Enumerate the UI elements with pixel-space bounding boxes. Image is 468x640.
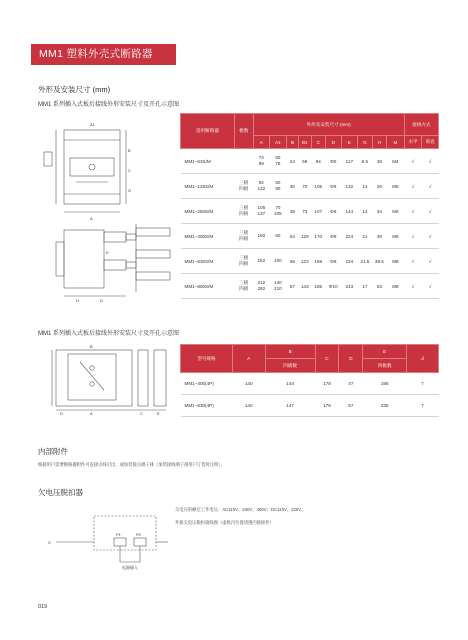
page-number: 019 bbox=[38, 604, 48, 610]
dim-label-g: G bbox=[128, 188, 132, 193]
undervoltage-wiring-diagram bbox=[42, 512, 172, 572]
dim2-label-a: A bbox=[90, 411, 93, 416]
section-title-dimensions: 外形及安装尺寸 (mm) bbox=[38, 85, 111, 94]
cell-e: 224 bbox=[341, 224, 358, 249]
col-vertical: 垂直 bbox=[422, 136, 439, 149]
cell-d: Φ6 bbox=[326, 199, 342, 224]
t2-header-b: B bbox=[265, 345, 315, 359]
col-horizontal: 水平 bbox=[404, 136, 422, 149]
col-a: A bbox=[253, 136, 270, 149]
t2-header-model: 型号规格 bbox=[181, 345, 233, 373]
table-row bbox=[181, 224, 439, 249]
dim2-label-c: C bbox=[140, 411, 143, 416]
cell-a-line: 74 bbox=[258, 154, 264, 160]
cell-b: 30 bbox=[286, 174, 298, 199]
dim-label-a1: A1 bbox=[90, 122, 95, 127]
cell-poles-line: 四极 bbox=[239, 236, 249, 241]
t2-header-a: A bbox=[232, 345, 265, 373]
header-poles: 极数 bbox=[234, 114, 253, 149]
col-e: E bbox=[341, 136, 358, 149]
cell-b: 54 bbox=[286, 224, 298, 249]
t2-header-d: D bbox=[339, 345, 363, 373]
dim-label-b: B bbox=[128, 148, 131, 153]
cell-h: 34 bbox=[372, 199, 387, 224]
cell-a bbox=[253, 274, 270, 299]
cell-model: MM1−630S/M bbox=[181, 249, 235, 274]
cell-h: √ bbox=[404, 274, 422, 299]
label-p2: P2 bbox=[136, 532, 141, 537]
cell-g: 17 bbox=[358, 274, 373, 299]
header-dimensions: 外形及安装尺寸 (mm) bbox=[253, 114, 404, 136]
cell-b: 38 bbox=[286, 199, 298, 224]
header-wiring: 接线方式 bbox=[404, 114, 438, 136]
cell-a-line: 105 bbox=[257, 204, 266, 210]
cell-e: 132 bbox=[341, 174, 358, 199]
cell-d: Φ5 bbox=[326, 149, 342, 174]
cell-poles bbox=[234, 274, 253, 299]
cell-c: 170 bbox=[311, 224, 326, 249]
cell-g: 21.5 bbox=[358, 249, 373, 274]
col-h: H bbox=[372, 136, 387, 149]
cell-poles-line: 四极 bbox=[239, 186, 249, 191]
table-row bbox=[181, 395, 439, 417]
cell-model: MM1−400S/M bbox=[181, 224, 235, 249]
table-row bbox=[181, 149, 439, 174]
cell-poles bbox=[234, 174, 253, 199]
cell-g: 13 bbox=[358, 174, 373, 199]
t2-cell-e: 195 bbox=[363, 373, 407, 395]
cell-a-line: 212 bbox=[257, 279, 266, 285]
cell-poles bbox=[234, 249, 253, 274]
label-x: X bbox=[48, 540, 51, 545]
cell-m: M4 bbox=[387, 149, 405, 174]
cell-a1-line: 70 bbox=[275, 204, 281, 210]
cell-m: M6 bbox=[387, 199, 405, 224]
cell-v: √ bbox=[422, 224, 439, 249]
dimensions-table bbox=[180, 113, 439, 299]
t2-header-e: E bbox=[363, 345, 407, 359]
cell-poles-line: 三极 bbox=[239, 179, 249, 185]
cell-g: 21 bbox=[358, 224, 373, 249]
cell-b1: 123 bbox=[299, 249, 311, 274]
t2-header-c: C bbox=[315, 345, 339, 373]
cell-v: √ bbox=[422, 174, 439, 199]
cell-poles-line: 三极 bbox=[239, 254, 249, 260]
cell-h: √ bbox=[404, 149, 422, 174]
dim-label-c: C bbox=[128, 168, 131, 173]
cell-d: Φ8 bbox=[326, 224, 342, 249]
undervoltage-wiring-note: 外接欠电压脱扣接线图（虚框内位置请遵内接接件） bbox=[175, 520, 274, 525]
t2-cell-c: 178 bbox=[315, 373, 339, 395]
dim-label-e: E bbox=[106, 250, 109, 255]
t2-cell-b: 147 bbox=[265, 395, 315, 417]
cell-a-line: 92 bbox=[258, 179, 264, 185]
cell-m: M8 bbox=[387, 224, 405, 249]
cell-model: MM1−250S/M bbox=[181, 199, 235, 224]
cell-d: Φ6 bbox=[326, 174, 342, 199]
label-power-input: 电源输入 bbox=[122, 565, 138, 570]
col-b: B bbox=[286, 136, 298, 149]
cell-h: 38.5 bbox=[372, 249, 387, 274]
cell-g: 9.5 bbox=[358, 149, 373, 174]
cell-a1-line: 50 bbox=[275, 154, 281, 160]
section-title-undervoltage: 欠电压脱扣器 bbox=[38, 488, 83, 497]
t2-cell-b: 144 bbox=[265, 373, 315, 395]
cell-a-line: 99 bbox=[258, 161, 264, 166]
cell-a1 bbox=[270, 174, 287, 199]
table-row bbox=[181, 249, 439, 274]
cell-e: 243 bbox=[341, 274, 358, 299]
col-c: C bbox=[311, 136, 326, 149]
t2-cell-d: 57 bbox=[339, 395, 363, 417]
cell-a-line: 282 bbox=[257, 286, 266, 291]
t2-sub-b: 四极数 bbox=[265, 359, 315, 373]
t2-cell-model: MM1−630(4P) bbox=[181, 395, 233, 417]
section-title-accessories: 内部附件 bbox=[38, 447, 68, 456]
dim-label-h: H bbox=[76, 298, 79, 303]
cell-b1: 70 bbox=[299, 174, 311, 199]
cell-c: 185 bbox=[311, 274, 326, 299]
cell-a1-line: 60 bbox=[275, 179, 281, 185]
cell-d: Φ8 bbox=[326, 249, 342, 274]
cell-h: 28 bbox=[372, 149, 387, 174]
cell-a1-line: 75 bbox=[275, 161, 281, 166]
cell-b1: 59 bbox=[299, 149, 311, 174]
t2-cell-model: MM1−400(4P) bbox=[181, 373, 233, 395]
cell-poles bbox=[234, 224, 253, 249]
cell-poles bbox=[234, 199, 253, 224]
cell-a1 bbox=[270, 199, 287, 224]
label-p1: P1 bbox=[116, 532, 121, 537]
col-d: D bbox=[326, 136, 342, 149]
caption-rear-wiring-1: MM1 系列插入式板后接线外形安装尺寸及开孔示意图 bbox=[38, 102, 180, 108]
cell-m: M8 bbox=[387, 249, 405, 274]
cell-a bbox=[253, 199, 270, 224]
cell-h: 53 bbox=[372, 274, 387, 299]
cell-e: 117 bbox=[341, 149, 358, 174]
table-row bbox=[181, 199, 439, 224]
cell-poles-line: 四极 bbox=[239, 261, 249, 266]
cell-a1-line: 100 bbox=[274, 257, 282, 263]
cell-b1: 129 bbox=[299, 224, 311, 249]
cell-a1 bbox=[270, 249, 287, 274]
cell-m: M5 bbox=[387, 174, 405, 199]
cell-a1 bbox=[270, 274, 287, 299]
cell-poles-line: 三极 bbox=[239, 204, 249, 210]
cell-m: M8 bbox=[387, 274, 405, 299]
dim2-label-e: E bbox=[157, 411, 160, 416]
cell-c: 169 bbox=[311, 249, 326, 274]
header-model: 适用断路器 bbox=[181, 114, 235, 149]
col-m: M bbox=[387, 136, 405, 149]
cell-c: 105 bbox=[311, 174, 326, 199]
cell-a-line: 122 bbox=[257, 186, 266, 191]
cell-poles-line: 四极 bbox=[239, 211, 249, 216]
cell-a1-line: 60 bbox=[275, 232, 281, 238]
table-row bbox=[181, 274, 439, 299]
t2-cell-a: 140 bbox=[232, 395, 265, 417]
cell-b: 65 bbox=[286, 249, 298, 274]
cell-e: 144 bbox=[341, 199, 358, 224]
col-a1: A1 bbox=[270, 136, 287, 149]
cell-a-line: 182 bbox=[257, 257, 266, 263]
cell-b: 24 bbox=[286, 149, 298, 174]
breaker-4p-outline-diagram bbox=[50, 342, 178, 416]
dim2-label-b: B bbox=[90, 344, 93, 349]
cell-a1-line: 90 bbox=[275, 186, 281, 191]
cell-g: 13 bbox=[358, 199, 373, 224]
cell-v: √ bbox=[422, 199, 439, 224]
cell-poles-line: 三极 bbox=[239, 229, 249, 235]
cell-model: MM1−125S/M bbox=[181, 174, 235, 199]
cell-h: √ bbox=[404, 249, 422, 274]
t2-cell-e: 235 bbox=[363, 395, 407, 417]
cell-a1 bbox=[270, 224, 287, 249]
cell-b1: 143 bbox=[299, 274, 311, 299]
cell-v: √ bbox=[422, 149, 439, 174]
cell-h: 26 bbox=[372, 174, 387, 199]
accessories-description: 根据用户需要断路器附件可直接引线引出，或加装接点端子排（加装接线端子排用户订货时注明）。 bbox=[38, 462, 225, 467]
cell-model: MM1−63S/M bbox=[181, 149, 235, 174]
cell-a-line: 150 bbox=[257, 232, 266, 238]
cell-h: √ bbox=[404, 174, 422, 199]
cell-h: 39 bbox=[372, 224, 387, 249]
t2-cell-d: 7 bbox=[407, 373, 439, 395]
cell-poles bbox=[234, 149, 253, 174]
cell-a1 bbox=[270, 149, 287, 174]
cell-a1-line: 140 bbox=[274, 279, 282, 285]
cell-h: √ bbox=[404, 224, 422, 249]
cell-a1-line: 105 bbox=[274, 211, 282, 216]
cell-c: 94 bbox=[311, 149, 326, 174]
cell-a-line: 137 bbox=[257, 211, 266, 216]
cell-model: MM1−800S/M bbox=[181, 274, 235, 299]
t2-header-d-small: d bbox=[407, 345, 439, 373]
dim2-label-d: D bbox=[60, 411, 63, 416]
cell-v: √ bbox=[422, 249, 439, 274]
cell-h: √ bbox=[404, 199, 422, 224]
cell-a1-line: 210 bbox=[274, 286, 282, 291]
cell-a bbox=[253, 249, 270, 274]
cell-e: 234 bbox=[341, 249, 358, 274]
table-row bbox=[181, 174, 439, 199]
t2-cell-a: 140 bbox=[232, 373, 265, 395]
cell-a bbox=[253, 174, 270, 199]
cell-b: 57 bbox=[286, 274, 298, 299]
t2-cell-d: 7 bbox=[407, 395, 439, 417]
col-b1: B1 bbox=[299, 136, 311, 149]
dimensions-4p-table bbox=[180, 344, 439, 417]
cell-a bbox=[253, 149, 270, 174]
cell-poles-line: 四极 bbox=[239, 286, 249, 291]
cell-c: 107 bbox=[311, 199, 326, 224]
undervoltage-rated-voltage: 欠电压的额定工作电压：AC110V、230V、400V；DC110V、220V； bbox=[175, 507, 306, 512]
t2-sub-e: 四极数 bbox=[363, 359, 407, 373]
dim-label-a: A bbox=[90, 216, 93, 221]
dim-label-d: D bbox=[100, 298, 103, 303]
breaker-outline-diagram bbox=[36, 112, 176, 307]
page-banner-title: MM1 塑料外壳式断路器 bbox=[31, 44, 176, 65]
cell-v: √ bbox=[422, 274, 439, 299]
cell-b1: 73 bbox=[299, 199, 311, 224]
t2-cell-d: 47 bbox=[339, 373, 363, 395]
col-g: G bbox=[358, 136, 373, 149]
t2-cell-c: 178 bbox=[315, 395, 339, 417]
cell-d: Φ10 bbox=[326, 274, 342, 299]
cell-poles-line: 三极 bbox=[239, 279, 249, 285]
caption-rear-wiring-2: MM1 系列插入式板后接线外形安装尺寸及开孔示意图 bbox=[38, 331, 180, 337]
cell-a bbox=[253, 224, 270, 249]
table-row bbox=[181, 373, 439, 395]
